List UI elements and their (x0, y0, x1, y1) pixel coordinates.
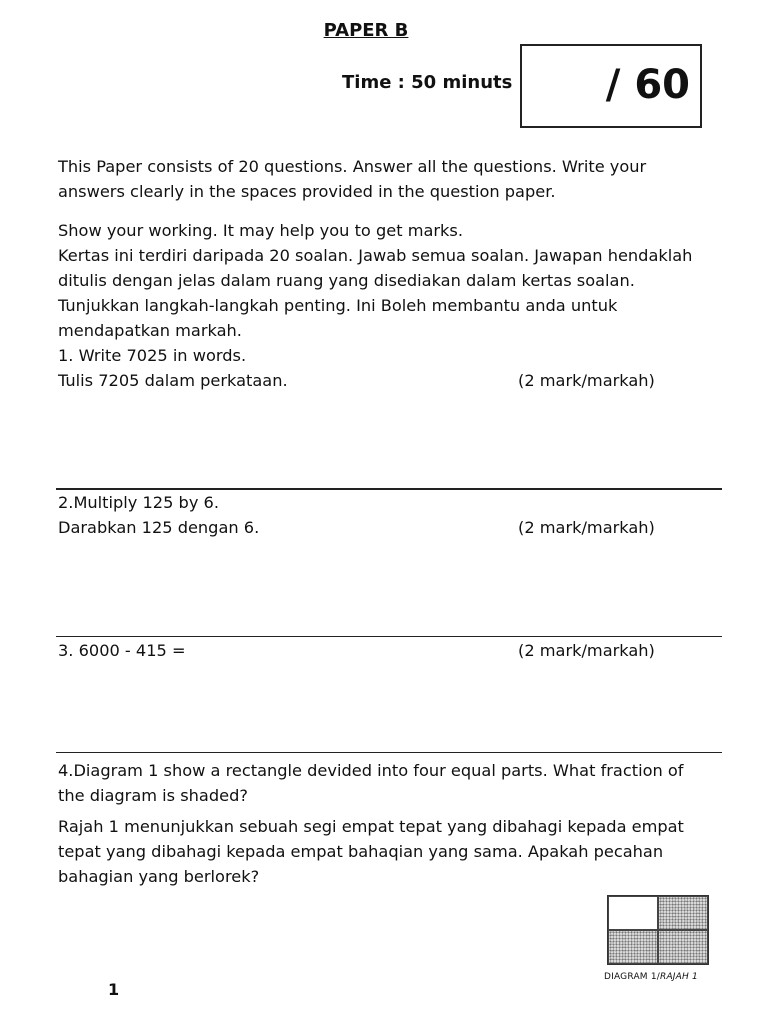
question-1-english: 1. Write 7025 in words. (58, 346, 247, 365)
instruction-line: mendapatkan markah. (58, 321, 242, 340)
question-1-malay: Tulis 7205 dalam perkataan. (58, 371, 288, 390)
page-number: 1 (108, 980, 120, 999)
question-3-text: 3. 6000 - 415 = (58, 641, 186, 660)
question-2-malay: Darabkan 125 dengan 6. (58, 518, 260, 537)
instruction-line: answers clearly in the spaces provided in the question paper. (58, 182, 556, 201)
instructions-malay (58, 218, 718, 393)
answer-line-2 (56, 636, 722, 637)
diagram-caption-main: DIAGRAM 1/ (604, 972, 660, 982)
total-score: / 60 (605, 62, 690, 108)
instruction-line: ditulis dengan jelas dalam ruang yang disediakan dalam kertas soalan. (58, 271, 635, 290)
diagram-part-shaded (608, 930, 658, 964)
question-1-malay-row (58, 368, 718, 393)
instructions-english (58, 154, 718, 204)
question-4-malay-line: bahagian yang berlorek? (58, 867, 260, 886)
answer-line-3 (56, 752, 722, 753)
question-2-english: 2.Multiply 125 by 6. (58, 493, 219, 512)
paper-title: PAPER B (323, 20, 409, 41)
question-2-marks: (2 mark/markah) (518, 518, 655, 537)
diagram-part-unshaded (608, 896, 658, 930)
diagram-rectangle (607, 895, 709, 965)
instruction-line: This Paper consists of 20 questions. Answer all the questions. Write your (58, 157, 647, 176)
question-4-malay (58, 814, 718, 889)
question-4-english (58, 758, 718, 808)
question-3-marks: (2 mark/markah) (518, 641, 655, 660)
question-1-marks: (2 mark/markah) (518, 371, 655, 390)
question-2-malay-row (58, 515, 718, 540)
question-4-line: 4.Diagram 1 show a rectangle devided into four equal parts. What fraction of (58, 761, 684, 780)
diagram-caption (604, 972, 698, 982)
question-2 (58, 490, 718, 540)
score-box (520, 44, 702, 128)
instruction-line: Tunjukkan langkah-langkah penting. Ini Boleh membantu anda untuk (58, 296, 618, 315)
diagram-part-shaded (658, 896, 708, 930)
diagram-caption-italic: RAJAH 1 (660, 972, 698, 982)
question-3 (58, 638, 718, 663)
question-4-malay-line: Rajah 1 menunjukkan sebuah segi empat tepat yang dibahagi kepada empat (58, 817, 684, 836)
time-allowed: Time : 50 minuts (342, 72, 513, 93)
question-3-row (58, 638, 718, 663)
diagram-part-shaded (658, 930, 708, 964)
question-4-malay-line: tepat yang dibahagi kepada empat bahaqian yang sama. Apakah pecahan (58, 842, 664, 861)
instruction-line: Show your working. It may help you to get marks. (58, 221, 463, 240)
question-4-line: the diagram is shaded? (58, 786, 248, 805)
instruction-line: Kertas ini terdiri daripada 20 soalan. Jawab semua soalan. Jawapan hendaklah (58, 246, 693, 265)
